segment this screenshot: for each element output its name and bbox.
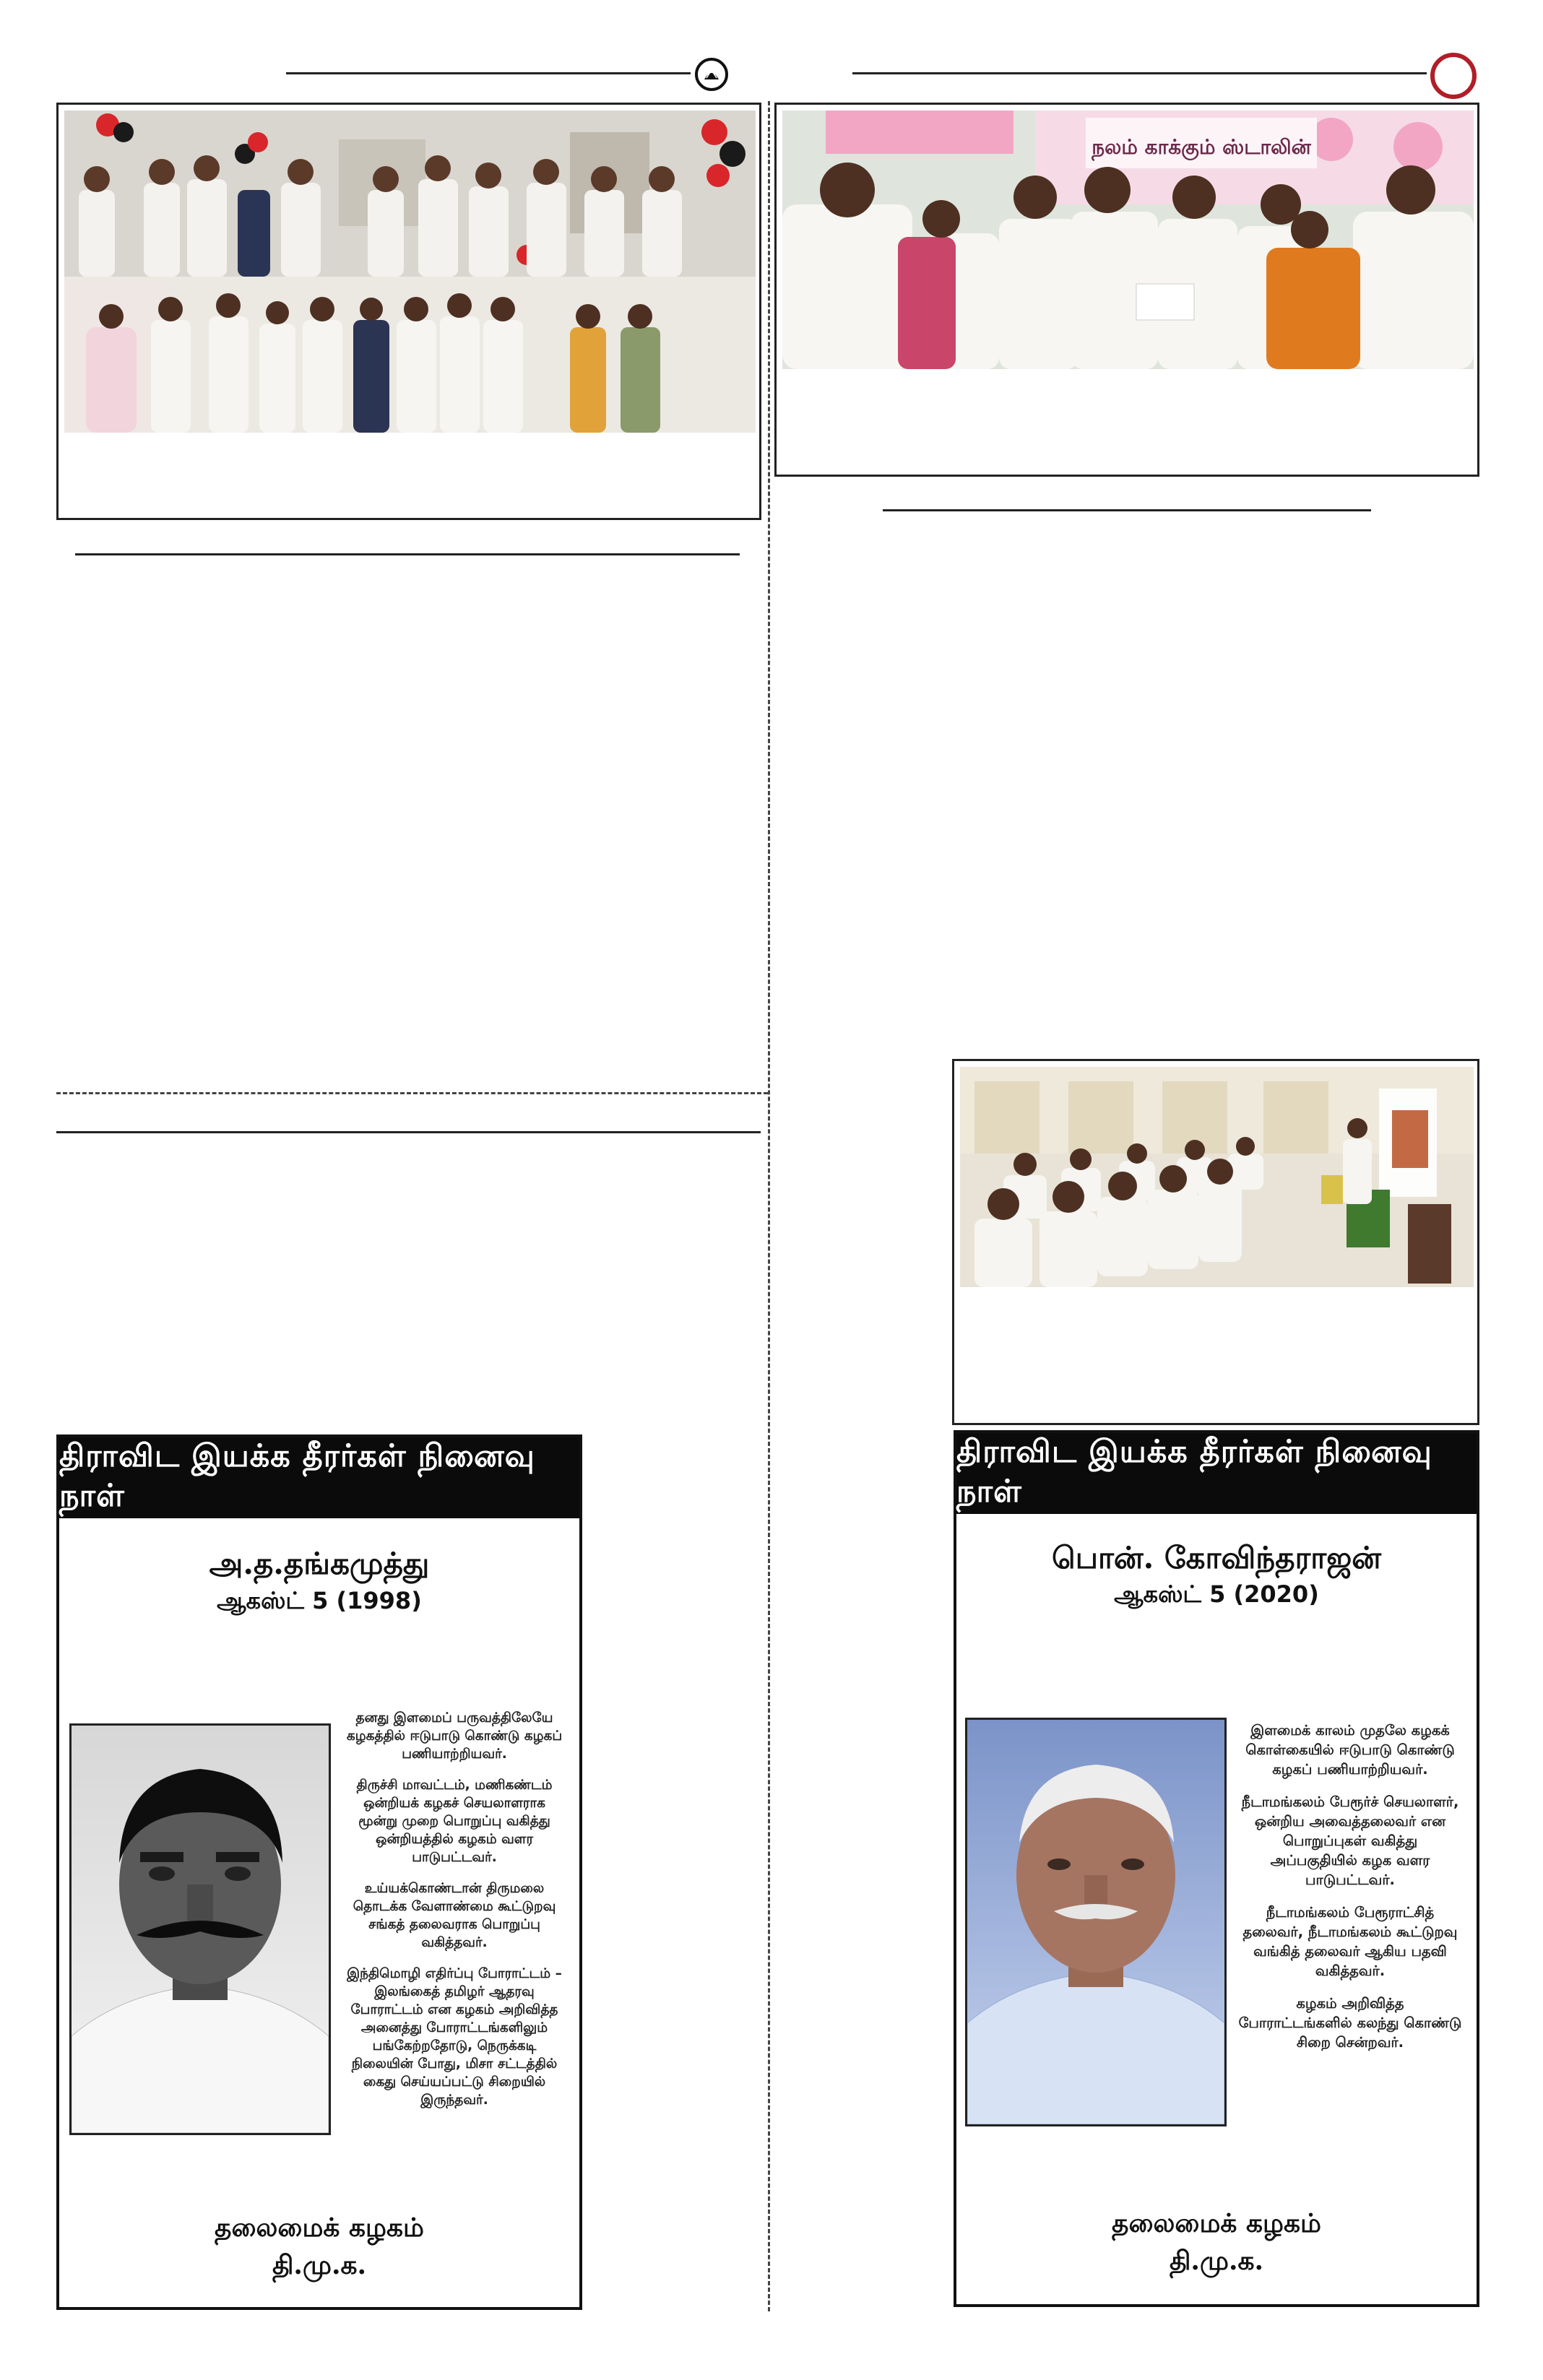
memorial-biography	[342, 1709, 566, 2122]
meeting-hall-photo	[960, 1067, 1474, 1287]
rising-sun-emblem-icon	[695, 58, 728, 91]
group-photo-welfare-event	[782, 111, 1474, 369]
column-divider	[768, 101, 770, 2311]
footer-org: தலைமைக் கழகம்	[215, 2212, 424, 2243]
portrait-photo	[965, 1718, 1227, 2126]
memorial-name: அ.த.தங்கமுத்து	[209, 1546, 430, 1581]
memorial-date: ஆகஸ்ட் 5 (1998)	[217, 1587, 422, 1614]
memorial-name: பொன். கோவிந்தராஜன்	[1052, 1540, 1381, 1575]
memorial-footer	[956, 2204, 1477, 2280]
news-photo-box-meeting	[952, 1059, 1479, 1425]
group-photo-office-opening	[64, 111, 756, 433]
red-circle-icon	[1430, 53, 1477, 99]
news-photo-box-left	[56, 103, 761, 520]
bio-paragraph: இளமைக் காலம் முதலே கழகக் கொள்கையில் ஈடுபாடு கொண்டு கழகப் பணியாற்றியவர்.	[1245, 1722, 1455, 1778]
memorial-notice-2	[954, 1430, 1479, 2307]
section-divider-left	[56, 1092, 768, 1094]
footer-party: தி.மு.க.	[1169, 2246, 1264, 2276]
memorial-notice-1	[56, 1435, 582, 2310]
news-photo-box-right	[774, 103, 1479, 477]
bio-paragraph: இந்திமொழி எதிர்ப்பு போராட்டம் – இலங்கைத் தமிழர் ஆதரவு போராட்டம் என கழகம் அறிவித்த அனைத்து போராட்டங்களிலும் பங்கேற்றதோடு, நெருக்கடி நிலையின் போது, மிசா சட்டத்தில் கைது செய்யப்பட்டு சிறையில் இருந்தவர்.	[347, 1966, 562, 2108]
memorial-footer	[59, 2209, 579, 2284]
column-rule-left-top	[75, 553, 740, 555]
header-rule-left	[286, 72, 691, 74]
column-rule-right-top	[883, 509, 1371, 511]
bio-paragraph: திருச்சி மாவட்டம், மணிகண்டம் ஒன்றியக் கழகச் செயலாளராக மூன்று முறை பொறுப்பு வகித்து ஒன்றியத்தில் கழகம் வளர பாடுபட்டவர்.	[356, 1778, 553, 1865]
bio-paragraph: நீடாமங்கலம் பேரூராட்சித் தலைவர், நீடாமங்கலம் கூட்டுறவு வங்கித் தலைவர் ஆகிய பதவி வகித்தவர்.	[1242, 1904, 1458, 1979]
memorial-banner: திராவிட இயக்க தீரர்கள் நினைவு நாள்	[956, 1433, 1477, 1514]
memorial-banner: திராவிட இயக்க தீரர்கள் நினைவு நாள்	[59, 1437, 579, 1518]
bio-paragraph: கழகம் அறிவித்த போராட்டங்களில் கலந்து கொண்டு சிறை சென்றவர்.	[1238, 1995, 1462, 2051]
memorial-date: ஆகஸ்ட் 5 (2020)	[1114, 1580, 1319, 1608]
memorial-biography	[1238, 1721, 1462, 2065]
column-rule-left-lower	[56, 1131, 761, 1133]
event-banner-text: நலம் காக்கும் ஸ்டாலின்	[1092, 135, 1311, 159]
portrait-photo	[69, 1723, 331, 2135]
header-rule-right	[852, 72, 1427, 74]
bio-paragraph: நீடாமங்கலம் பேரூர்ச் செயலாளர், ஒன்றிய அவைத்தலைவர் என பொறுப்புகள் வகித்து அப்பகுதியில் கழக வளர பாடுபட்டவர்.	[1241, 1793, 1459, 1888]
bio-paragraph: உய்யக்கொண்டான் திருமலை தொடக்க வேளாண்மை கூட்டுறவு சங்கத் தலைவராக பொறுப்பு வகித்தவர்.	[353, 1881, 556, 1950]
footer-org: தலைமைக் கழகம்	[1112, 2208, 1321, 2238]
bio-paragraph: தனது இளமைப் பருவத்திலேயே கழகத்தில் ஈடுபாடு கொண்டு கழகப் பணியாற்றியவர்.	[346, 1710, 563, 1762]
footer-party: தி.மு.க.	[272, 2250, 367, 2280]
